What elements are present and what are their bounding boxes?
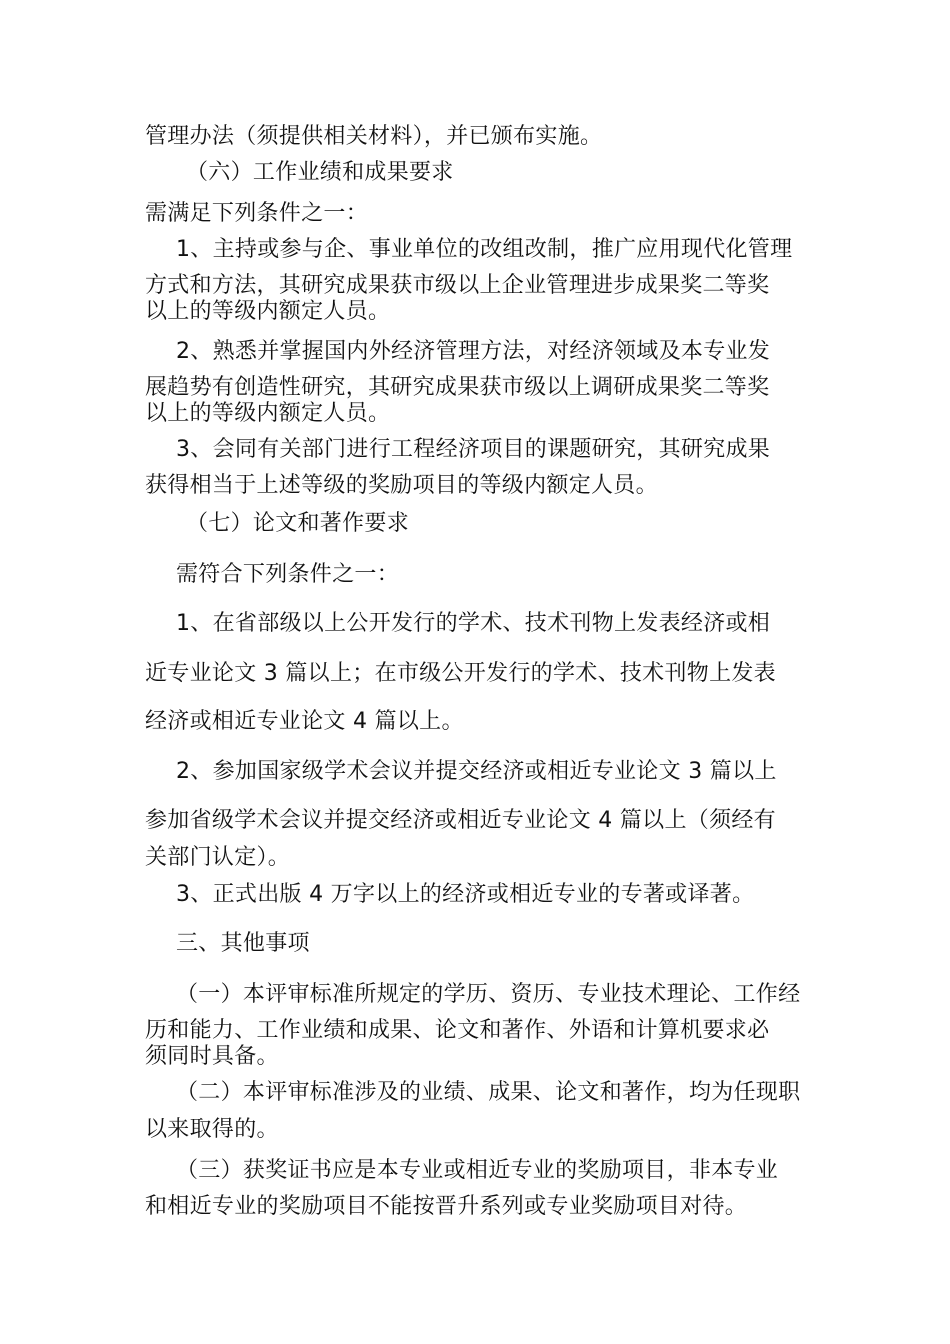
paragraph-line: 需满足下列条件之一： bbox=[145, 201, 369, 226]
paragraph-line: 历和能力、工作业绩和成果、论文和著作、外语和计算机要求必 bbox=[145, 1018, 770, 1043]
list-item-line: 2、参加国家级学术会议并提交经济或相近专业论文 3 篇以上 bbox=[176, 759, 777, 784]
list-item-line: 3、正式出版 4 万字以上的经济或相近专业的专著或译著。 bbox=[176, 882, 755, 907]
paragraph-line: 关部门认定）。 bbox=[145, 845, 291, 870]
list-item-line: 2、熟悉并掌握国内外经济管理方法，对经济领域及本专业发 bbox=[176, 339, 771, 364]
section-heading: （七）论文和著作要求 bbox=[186, 511, 410, 536]
list-item-line: （二）本评审标准涉及的业绩、成果、论文和著作，均为任现职 bbox=[176, 1080, 801, 1105]
paragraph-line: 参加省级学术会议并提交经济或相近专业论文 4 篇以上（须经有 bbox=[145, 808, 776, 833]
paragraph-line: 近专业论文 3 篇以上；在市级公开发行的学术、技术刊物上发表 bbox=[145, 661, 776, 686]
paragraph-line: 以来取得的。 bbox=[145, 1117, 279, 1142]
paragraph-line: 和相近专业的奖励项目不能按晋升系列或专业奖励项目对待。 bbox=[145, 1194, 748, 1219]
paragraph-line: 须同时具备。 bbox=[145, 1044, 279, 1069]
section-heading: （六）工作业绩和成果要求 bbox=[186, 160, 454, 185]
paragraph-line: 以上的等级内额定人员。 bbox=[145, 299, 391, 324]
paragraph-line: 展趋势有创造性研究，其研究成果获市级以上调研成果奖二等奖 bbox=[145, 375, 770, 400]
list-item-line: 1、在省部级以上公开发行的学术、技术刊物上发表经济或相 bbox=[176, 611, 771, 636]
paragraph-line: 需符合下列条件之一： bbox=[176, 562, 400, 587]
paragraph-line: 方式和方法，其研究成果获市级以上企业管理进步成果奖二等奖 bbox=[145, 273, 770, 298]
paragraph-line: 管理办法（须提供相关材料），并已颁布实施。 bbox=[145, 124, 603, 149]
paragraph-line: 以上的等级内额定人员。 bbox=[145, 401, 391, 426]
list-item-line: 1、主持或参与企、事业单位的改组改制，推广应用现代化管理 bbox=[176, 237, 793, 262]
paragraph-line: 经济或相近专业论文 4 篇以上。 bbox=[145, 709, 464, 734]
list-item-line: 3、会同有关部门进行工程经济项目的课题研究，其研究成果 bbox=[176, 437, 771, 462]
list-item-line: （一）本评审标准所规定的学历、资历、专业技术理论、工作经 bbox=[176, 982, 801, 1007]
paragraph-line: 获得相当于上述等级的奖励项目的等级内额定人员。 bbox=[145, 473, 658, 498]
section-heading: 三、其他事项 bbox=[176, 931, 310, 956]
list-item-line: （三）获奖证书应是本专业或相近专业的奖励项目，非本专业 bbox=[176, 1158, 779, 1183]
